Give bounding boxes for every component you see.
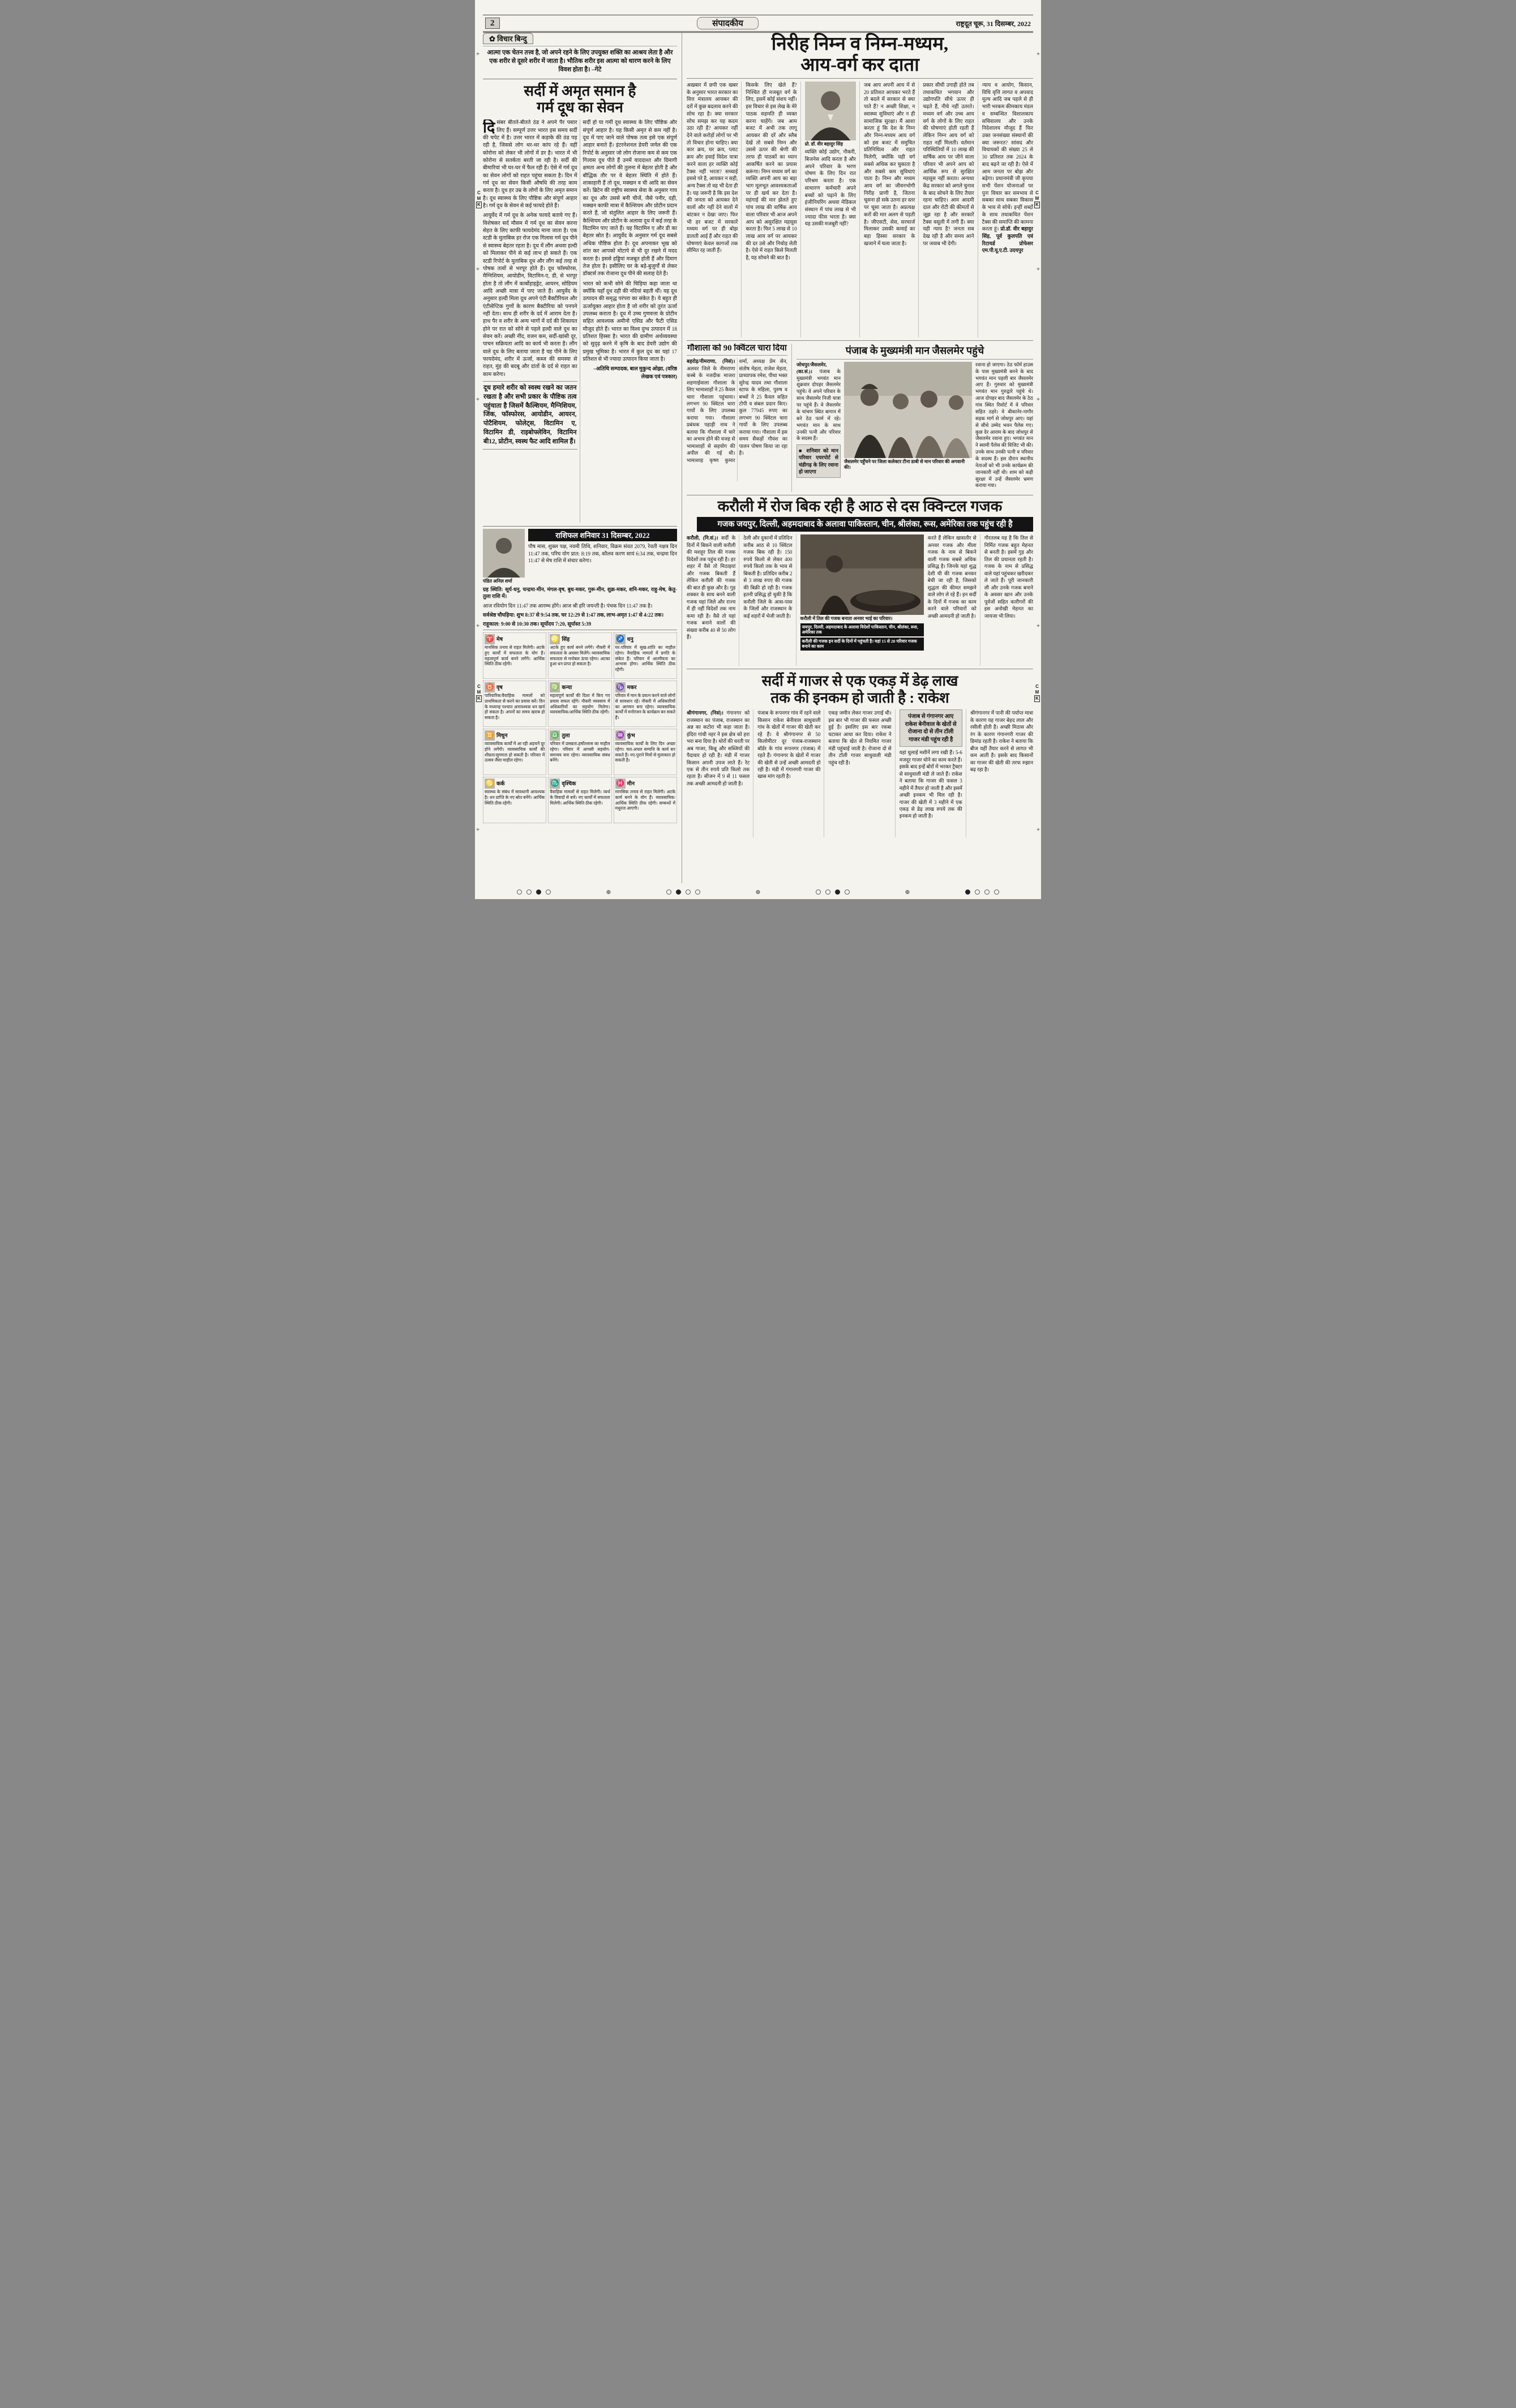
zodiac-cell-leo [548,632,611,679]
dot [984,889,990,895]
zodiac-cell-taurus [483,681,546,727]
dot [666,889,671,895]
newspaper-page [475,0,1041,899]
tax-column-5: प्रकार सीधी उगाही होते तब तथाकथित भगवान और उद्योगपति सीधे ऊपर ही चढ़ते हैं, नीचे नहीं उतरते। मध्यम वर्ग और उच्च आय वर्ग के लोगों के लिए राहत की घोषणाएं होती रहती हैं लेकिन निम्न आय वर्ग को राहत नहीं मिलती। वर्तमान परिस्थितियों में 10 लाख की वार्षिक आय पर जीने वाला परिवार भी अपने आप को आर्थिक रूप से सुरक्षित महसूस नहीं करता। अन्यथा केंद्र सरकार को अगले चुनाव के बाद सोचने के लिए तैयार रहना चाहिए। आम आदमी दाल और रोटी की कीमतों से जूझ रहा है और सरकारें टैक्स वसूली में लगी हैं। क्या यही न्याय है? जनता सब देख रही है और समय आने पर जवाब भी देगी। [923,82,978,337]
group-silhouette [844,362,972,458]
thought-title-tab [483,33,533,44]
dot [825,889,830,895]
page-header [483,15,1033,33]
zodiac-name: सिंह [562,637,570,643]
reg-k: K [476,695,482,702]
zodiac-text: परिवार में प्रसन्नता-हर्षोल्लास का माहौल रहेगा। परिवार में आपसी सहयोग-समन्वय बना रहेगा। व्यावसायिक संबंध बनेंगे। [550,741,610,763]
carrot-headline-line2: तक की इनकम हो जाती है : राकेश [770,690,949,707]
carrot-article [687,673,1033,837]
gaushala-article [687,344,792,492]
registration-mark-cmk-right [1034,190,1040,208]
dot [695,889,700,895]
milk-byline: –अतिथि सम्पादक, बाल मुकुन्द ओझा, (वरिष्ठ लेखक एवं पत्रकार) [593,366,677,380]
rule [687,78,1033,79]
tax-column-6 [982,82,1033,337]
leo-icon: ♌ [550,634,560,644]
gajak-strip-right: करौली की गजक इन सर्दी के दिनों में पहुंचती है। यहां 15 से 20 परिवार गजक बनाने का काम [800,638,924,651]
aquarius-icon: ♒ [615,730,626,741]
zodiac-cell-pisces [614,777,677,823]
paper-name-date: राष्ट्रदूत चूरू, 31 दिसम्बर, 2022 [956,19,1031,28]
registration-mark-cmk-left [476,190,482,208]
carrot-column-1 [687,709,753,837]
punjab-cm-group-photo [844,362,972,458]
zodiac-name: धनु [627,637,633,643]
gajak-headline: करौली में रोज बिक रही है आठ से दस क्विन्टल गजक [717,497,1003,515]
reg-k: K [476,202,482,208]
thought-of-day-box [483,33,677,79]
dot [536,889,541,895]
reg-m: M [477,196,481,201]
zodiac-name: वृश्चिक [562,781,576,788]
dot [526,889,532,895]
footer-dots-group [517,889,551,895]
footer-dots-group [965,889,999,895]
crop-mark: + [476,827,480,833]
zodiac-text: परिवार में मान के प्रयत्न करने वाले लोगों से सावधान रहें। नौकरी में अधिकारियों का आगमन बना रहेगा। व्यावसायिक कार्यों में मनोरंजन के कार्यक्रम बन सकते हैं। [615,692,675,721]
gajak-column-2: ठेली और दुकानों में प्रतिदिन करीब आठ से 10 क्विंटल गजक बिक रही है। 150 रुपये किलो से लेकर 400 रुपये किलो तक के भाव से बिकती है। प्रतिदिन करीब 2 से 3 लाख रुपए की गजक की बिक्री हो रही है। गजक इतनी प्रसिद्ध हो चुकी है कि करौली जिले के आस-पास के जिलों और राजस्थान के कई शहरों में भेजी जाती है। [743,534,796,666]
gajak-article [687,498,1033,666]
crop-mark: + [1036,396,1040,403]
author-portrait-caption: प्रो. डॉ. वीर बहादुर सिंह [804,141,843,147]
tax-headline-line1: निरीह निम्न व निम्न-मध्यम, [771,34,949,54]
zodiac-cell-aquarius [614,729,677,775]
zodiac-text: वैवाहिक मामलों से राहत मिलेगी। व्यर्थ के विवादों से बचें। नए कार्यों में सफलता मिलेगी। आर्थिक स्थिति ठीक रहेगी। [550,789,610,806]
dot [975,889,980,895]
gajak-column-1 [687,534,739,666]
rule [687,340,1033,341]
planet-positions: ग्रह स्थिति: सूर्य-धनु, चन्द्रमा-मीन, मंगल-वृष, बुध-मकर, गुरू-मीन, शुक्र-मकर, शनि-मकर, राहु-मेष, केतु-तुला राशि में। [483,586,677,600]
footer-dots-group [666,889,700,895]
crop-mark: + [476,266,480,272]
astrologer-name: पंडित अनिल शर्मा [483,579,512,584]
milk-paragraph [483,119,577,210]
zodiac-cell-virgo [548,681,611,727]
zodiac-text: व्यावसायिक कार्यों के लिए दिन अच्छा रहेगा। चल-अचल सम्पत्ति के कार्य बन सकते हैं। नए-पुराने मित्रों से मुलाकात हो सकती है। [615,741,675,763]
gajak-column-3: करते हैं लेकिन खासतौर से अनवर गजक और मीला गजक के नाम से बिकने वाली गजक सबसे अधिक प्रसिद्ध है। जिनके यहां शुद्ध देशी घी की गजक बनकर बेची जा रही है, जिसको शुद्धता की कीमत समझने वाले लोग ले रहे हैं। इन सर्दी के दिनों में गजक का काम करने वाले परिवारों को अच्छी आमदनी हो जाती है। [928,534,980,666]
punjab-cm-photo-caption: जैसलमेर पहुँचने पर जिला कलेक्टर टीना डाबी से मान परिवार की अगवानी की। [844,459,965,471]
tax-column-3-text: व्यक्ति कोई उद्योग, नौकरी, बिजनेस आदि करता है और अपने परिवार के भरण पोषण के लिए दिन रात परिश्रम करता है। एक साधारण कर्मचारी अपने बच्चों को पढ़ाने के लिए इंजीनियरिंग अथवा मेडिकल संस्थान में पांच लाख से भी ज्यादा फीस भरता है। क्या यह उसकी मजबूरी नहीं? [804,149,856,227]
registration-target: ⊕ [606,888,611,896]
dot [517,889,522,895]
reg-c: C [1035,190,1039,195]
tax-column-6-text: न्याय व आयोग, किसान, विधि वृत्ति लागत व अपवाद मूल्य आदि जब पहले से ही भारी भरकम कीमकाय मंडल व सम्बन्धित विशालकाय सचिवालय और उनके निदेशालय मौजूद हैं फिर उक्त जनसंख्या संस्थानों की क्या जरूरत? सांसद और विधायकों की संख्या 25 से 30 प्रतिशत तक 2024 के बाद बढ़ने जा रही है। ऐसे में आम जनता पर बोझ और बढ़ेगा। प्रधानमंत्री जी कृपया सभी पेंशन योजनाओं पर पुनः विचार कर समभाव से सबका साथ सबका विकास के भाव से सोचें। इन्हीं शब्दों के साथ तथाकथित पेंशन टैक्स की समाप्ति की कामना करता हूं। [982,82,1033,232]
virgo-icon: ♍ [550,682,560,692]
reg-m: M [1035,690,1039,695]
punjab-cm-left-text: पंजाब के मुख्यमंत्री भगवंत मान शुक्रवार दोपहर जैसलमेर पहुंचे। वे अपने परिवार के साथ जैसलमेर निजी यात्रा पर पहुंचे हैं। वे जैसलमेर के चांचण स्थित बागान में बने ठेठ फार्म में रहे। भगवंत मान के साथ उनकी पत्नी और परिवार के सदस्य हैं। [796,368,841,442]
dot [994,889,999,895]
taurus-icon: ♉ [485,682,495,692]
milk-body [483,119,677,523]
gajak-strip-left: जयपुर, दिल्ली, अहमदाबाद के अलावा विदेशों पाकिस्तान, चीन, श्रीलंका, रूस, अमेरिका तक [800,623,924,636]
scorpio-icon: ♏ [550,779,560,789]
panchang-text: पौष मास, शुक्ल पक्ष, नवमी तिथि, शनिवार, विक्रम संवत 2079, रेवती नक्षत्र दिन 11:47 तक, परिघ योग प्रात: 8:19 तक, कौलव करण सायं 6:34 तक, चन्द्रमा दिन 11:47 से मेष राशि में संचार करेगा। [528,544,677,564]
dot [686,889,691,895]
zodiac-cell-aries [483,632,546,679]
middle-row [687,344,1033,492]
zodiac-name: वृष [496,685,503,691]
registration-target: ⊕ [755,888,761,896]
thought-quote [483,46,677,74]
gajak-caption-strips [800,623,924,651]
gaushala-headline: गौशाला को 90 क्विंटल चारा दिया [687,344,787,356]
tax-headline [687,34,1033,76]
crop-mark: + [1036,51,1040,57]
gajak-making-photo [800,534,924,615]
punjab-cm-dateline: जोधपुर/जैसलमेर, (का.सं.)। [796,361,827,374]
gemini-icon: ♊ [485,730,495,741]
author-portrait-photo [805,82,856,140]
carrot-inset-box: पंजाब से गंगानगर आए राकेश बेनीवाल के खेतों से रोजाना दो से तीन टॉली गाजर मंडी पहुंच रही है [900,709,962,747]
registration-mark-cmk-right-2 [1034,684,1040,702]
registration-target: ⊕ [905,888,910,896]
punjab-cm-body [796,362,1033,491]
horoscope-section [483,526,677,823]
zodiac-text: व्यावसायिक कार्यों में आ रही अड़चनें दूर होने लगेंगी। व्यावसायिक कार्यों की शीघ्रता/सुगमता हो सकती है। परिवार में उत्सव जैसा माहौल रहेगा। [485,741,545,763]
carrot-headline-line1: सर्दी में गाजर से एक एकड़ में डेढ़ लाख [761,673,958,690]
zodiac-name: कर्क [496,781,505,788]
dot [835,889,840,895]
dot [546,889,551,895]
horoscope-title: राशिफल शनिवार 31 दिसम्बर, 2022 [528,529,677,541]
zodiac-text: अटके हुए कार्य बनने लगेंगे। नौकरी में सफलता के अवसर मिलेंगे। व्यावसायिक सफलता से मनोबल ऊंचा रहेगा। अटका हुआ धन प्राप्त हो सकता है। [550,644,610,667]
flower-icon: ✿ [489,35,495,43]
person-silhouette [805,82,856,140]
carrot-column-4-text: यहां धुलाई मशीनें लगा रखी हैं। 5-6 मजदूर गाजर धोने का काम करते हैं। इसके बाद इन्हें बोरों में भरकर ट्रैक्टर से साधुवाली मंडी ले जाते हैं। राकेश ने बताया कि गाजर की फसल 3 महीने में तैयार हो जाती है और इसमें अच्छी इनकम भी मिल रही है। गाजर की खेती में 3 महीने में एक एकड़ से डेढ़ लाख रुपये तक की इनकम हो जाती है। [899,750,962,819]
reg-m: M [477,690,481,695]
zodiac-name: कुंभ [627,733,635,739]
punjab-cm-right-column: रवाना हो जाएगा। ठेठ फॉर्म हाउस के पास मुख्यमंत्री बनने के बाद भगवंत मान पहली बार जैसलमेर आए हैं। गुरुवार को मुख्यमंत्री भगवंत मान गुरुद्वारे पहुंचे थे। आज दोपहर बाद जैसलमेर के ठेठ गांव स्थित रिसोर्ट में वे परिवार सहित ठहरे। वे बीकानेर-नागौर सड़क मार्ग से जोधपुर आए। यहां से सीधे उम्मेद भवन पैलेस गए। कुछ देर आराम के बाद जोधपुर से जैसलमेर रवाना हुए। भगवंत मान ने स्वामी पैलेस की विजिट भी की। उनके साथ उनकी पत्नी व परिवार के सदस्य हैं। इस दौरान स्थानीय नेताओं को भी उनके कार्यक्रम की जानकारी नहीं थी। शाम को कड़ी सुरक्षा में उन्हें जैसलमेर भ्रमण कराया गया। [975,361,1033,489]
tax-column-3 [805,82,860,337]
punjab-cm-photo-figure [844,362,972,491]
carrot-column-3: एकड़ जमीन लेकर गाजर उगाई थी। इस बार भी गाजर की फसल अच्छी हुई है। इसलिए इस बार रकबा घटाकर आधा कर दिया। राकेश ने बताया कि खेत से नियमित गाजर मंडी पहुंचाई जाती है। रोजाना दो से तीन टॉली गाजर साधुवाली मंडी पहुंच रही है। [828,709,895,837]
zodiac-text: पारिवारिक/वैवाहिक मामलों को प्राथमिकता से करने का प्रयास करें। दिन के मध्यान्ह पश्चात अनावश्यक धन खर्च हो सकता है। अपनों का समय खराब हो सकता है। [485,692,545,721]
person-silhouette [483,529,525,578]
left-column [483,33,682,883]
tax-column-4: जब आप अपनी आय में से 20 प्रतिशत आयकर भरते हैं तो बदले में सरकार से क्या पाते हैं? न अच्छी शिक्षा, न स्वास्थ्य सुविधाएं और न ही सामाजिक सुरक्षा। मैं आशा करता हूं कि देश के निम्न और निम्न-मध्यम आय वर्ग को इस बजट में समुचित प्रतिनिधित्व और राहत मिलेगी, क्योंकि यही वर्ग सबसे अधिक कर चुकाता है और सबसे कम सुविधाएं पाता है। निम्न और मध्यम आय वर्ग का जीवनभोगी निरीह प्राणी है, जितना चूसना हो सके उतना हर स्तर पर चूसा जाता है। अप्रत्यक्ष करों की मार अलग से पड़ती है। जीएसटी, सेस, सरचार्ज मिलाकर उसकी कमाई का बड़ा हिस्सा सरकार के खजाने में चला जाता है। [864,82,919,337]
crop-mark: + [476,396,480,403]
tax-body [687,82,1033,337]
reg-c: C [477,190,481,195]
zodiac-name: मीन [627,781,635,788]
carrot-column-2: पंजाब के रूपनगर गांव में रहने वाले किसान राकेश बेनीवाल साधुवाली गांव के खेतों में गाजर की खेती कर रहे हैं। वे श्रीगंगानगर से 50 किलोमीटर दूर पंजाब-राजस्थान बॉर्डर के गांव रूपनगर (पंजाब) में रहते हैं। गंगानगर के खेतों में गाजर की खेती से उन्हें अच्छी आमदनी हो रही है। मंडी में गंगानगरी गाजर की खास मांग रहती है। [757,709,824,837]
zodiac-text: मानसिक तनाव से राहत मिलेगी। अटके कार्य बनने के योग हैं। व्यावसायिक/आर्थिक स्थिति ठीक रहेगी। सम्बन्धों में मधुरता आएगी। [615,789,675,811]
milk-inset-quote: दूध हमारे शरीर को स्वस्थ रखने का जतन रखता है और सभी प्रकार के पौष्टिक तत्व पहुंचाता है जिसमें कैल्शियम, मैग्निशियम, जिंक, फॉस्फोरस, आयोडीन, आयरन, पोटैशियम, फोलेट्स, विटामिन ए, विटामिन डी, राइबोफ्लेविन, विटामिन बी12, प्रोटीन, स्वस्थ फैट आदि शामिल हैं। [483,381,577,450]
tax-column-1: अखबार में छपी एक खबर के अनुसार भारत सरकार का वित्त मंत्रालय आयकर की दरों में कुछ बदलाव करने की सोच रहा है। क्या सरकार सोच समझ कर यह कदम उठा रही है? आयकर नहीं देने वाले करोड़ों लोगों पर भी तो विचार होना चाहिए। क्या कार क्रय, घर क्रय, प्लाट क्रय और हवाई विदेश यात्रा करने वाला हर व्यक्ति कोई टैक्स नहीं भरता? सच्चाई इससे परे है, आयकर न सही, अन्य टैक्स तो वह भी देता ही है। यह जरूरी है कि इस देश की जनता को आयकर देने वालों और नहीं देने वालों में बांटकर न देखा जाए। फिर भी हर बजट में सरकारें मध्यम वर्ग पर ही बोझ डालती आई हैं और राहत की घोषणाएं केवल कागजों तक सीमित रह जाती हैं। [687,82,742,337]
carrot-dateline: श्रीगंगानगर, (निसं)। [687,710,723,716]
zodiac-cell-cancer [483,777,546,823]
gajak-column-4: गौरतलब यह है कि तिल से निर्मित गजक बहुत मेहनत से बनती है। इसमें गुड़ और तिल की प्रधानता रहती है। गजक के नाम से प्रसिद्ध वाले यहां पहुंचकर खरीदकर ले जाते हैं। पूरी जानकारी ली और उनके गजक बनाने के अवसर खान और उनके पूर्वजों सहित कारीगरों की इस अनोखी मेहनत का जायजा भी लिया। [984,535,1033,619]
reg-c: C [477,684,481,689]
today-yoga: आज रवियोग दिन 11:47 तक आरम्भ होंगे। आज श्री हरि जयन्ती है। पंचक दिन 11:47 तक है। [483,602,653,609]
aries-icon: ♈ [485,634,495,644]
chaughadiya: सर्वश्रेष्ठ चौघड़िया: शुभ 8:37 से 9:54 तक, चर 12:29 से 1:47 तक, लाभ-अमृत 1:47 से 4:22 तक। [483,611,664,618]
gaushala-body [687,358,787,481]
footer-dots-group [816,889,850,895]
zodiac-name: मेष [496,637,503,643]
carrot-column-5: श्रीगंगानगर में पानी की पर्याप्त मात्रा के कारण यह गाजर बेहद लाल और रसीली होती है। अच्छी मिठास और रंग के कारण गंगानगरी गाजर की डिमांड रहती है। राकेश ने बताया कि बीज यहीं तैयार करने से लागत भी कम आती है। इसके बाद किसानों का गाजर की खेती की तरफ रुझान बढ़ रहा है। [970,710,1033,772]
horoscope-intro [528,529,677,585]
carrot-body [687,709,1033,837]
punjab-cm-inset-box: ■ शनिवार को मान परिवार एयरपोर्ट से चंडीगढ़ के लिए रवाना हो जाएगा [796,444,841,478]
thought-title: विचार बिन्दु [497,35,527,43]
crop-mark: + [1036,827,1040,833]
tax-signoff: प्रो.डॉ. वीर बहादुर सिंह, पूर्व कुलपति एवं रिटायर्ड प्रोफेसर एम.पी.यू.ए.टी. उदयपुर [982,226,1033,254]
milk-headline [483,83,677,117]
dot [816,889,821,895]
print-color-bar [483,888,1033,896]
zodiac-text: घर-परिवार में सुख-शांति का माहौल रहेगा। वैवाहिक मामलों में प्रगति के संकेत हैं। परिवार में आत्मीयता का आभास होगा। आर्थिक स्थिति ठीक रहेगी। [615,644,675,673]
reg-k: K [1034,695,1040,702]
drop-cap: दि [483,119,495,136]
zodiac-cell-scorpio [548,777,611,823]
gajak-photo-caption: करौली में तिल की गजक बनाता अनवर भाई का परिवार। [800,616,893,622]
tax-editorial-article [687,34,1033,337]
zodiac-cell-capricorn [614,681,677,727]
dot [845,889,850,895]
crop-mark: + [1036,623,1040,629]
zodiac-cell-libra [548,729,611,775]
registration-mark-cmk-left-2 [476,684,482,702]
crop-mark: + [476,51,480,57]
gajak-dateline: करौली, (नि.सं.)। [687,535,718,541]
gajak-scene-silhouette [800,534,924,615]
page-number: 2 [485,18,500,29]
carrot-headline [687,673,1033,707]
carrot-column-1-text: गंगानगर को राजस्थान का पंजाब, राजस्थान का अन्न का कटोरा भी कहा जाता है। इंदिरा गांधी नहर ने इस क्षेत्र को हरा भरा बना दिया है। धोरों की धरती पर अब गाजर, किन्नू और सब्जियों की पैदावार हो रही है। मंडी में गाजर किसान अपनी उपज लाते हैं। रेट एक से तीन रुपये प्रति किलो तक रहता है। सीजन में 9 से 11 फसल तक अच्छी आमदनी हो जाती है। [687,710,750,786]
zodiac-name: कन्या [562,685,572,691]
milk-para1-text: संबर बीतते-बीतते ठंड ने अपने पैर पसार लिए हैं। सम्पूर्ण उत्तर भारत इस समय सर्दी की चपेट में है। उत्तर भारत में कड़ाके की ठंड पड़ रही है, जिससे लोग थर-थर कांप रहे हैं। वहीं कोरोना को लेकर भी लोगों में डर है। भारत में भी कोरोना से सतर्कता बरती जा रही है। सर्दी की बीमारियां भी घर-घर में फैल रही हैं। ऐसे में गर्म दूध का सेवन लोगों को राहत पहुंचा सकता है। दिन में गर्म दूध का सेवन किसी औषधि की तरह काम करता है। दूध हर उम्र के लोगों के लिए अमृत समान है। दूध स्वास्थ्य के लिए पौष्टिक और संपूर्ण आहार है। गर्म दूध के सेवन से कई फायदे होते हैं। [483,120,577,209]
punjab-cm-headline: पंजाब के मुख्यमंत्री मान जैसलमेर पहुंचे [796,344,1033,360]
reg-m: M [1035,196,1039,201]
reg-c: C [1035,684,1039,689]
author-portrait-figure [805,82,856,148]
punjab-cm-paragraph [796,362,841,442]
cancer-icon: ♋ [485,779,495,789]
milk-paragraph: सर्दी हो या गर्मी दूध स्वास्थ्य के लिए पौष्टिक और संपूर्ण आहार है। यह किसी अमृत से कम नहीं है। दूध में पाए जाने वाले पोषक तत्व इसे एक संपूर्ण आहार बनाते हैं। इंटरनेशनल डेयरी जर्नल की एक रिपोर्ट के अनुसार जो लोग रोजाना कम से कम एक गिलास दूध पीते हैं उनमें याददाश्त और दिमागी क्षमता अन्य लोगों की तुलना में बेहतर होती है और बौद्धिक तौर पर वे बेहतर स्थिति में होते हैं। शाकाहारी हैं तो दूध, मक्खन व घी आदि का सेवन करें। ब्रिटेन की राष्ट्रीय स्वास्थ्य सेवा के अनुसार गाय का दूध और उससे बनी चीजें, जैसे पनीर, दही, मक्खन काफी मात्रा में कैल्शियम और प्रोटीन प्रदान करते हैं, जो संतुलित आहार के लिए जरूरी हैं। कैल्शियम और प्रोटीन के अलावा दूध में कई तरह के विटामिन पाए जाते हैं। यह विटामिन ए और डी का बेहतर स्रोत है। आयुर्वेद के अनुसार गर्म दूध सबसे अधिक पौष्टिक होता है। दूध अपनाकर भूख को शांत कर आपको मोटापे से भी दूर रखने में मदद करता है। इससे हड्डियां मजबूत होती हैं और दिमाग तेज होता है। इसीलिए घर के बड़े-बुजुर्गों से लेकर डॉक्टर्स तक रोजाना दूध पीने की सलाह देते हैं। [583,120,677,277]
tax-column-2: किसके लिए खेले हैं? निश्चित ही मजबूत वर्ग के लिए, इसमें कोई संशय नहीं। इस विचार से इस लेख के मेरे पाठक सहमति ही व्यक्त करना चाहेंगे। जब आम बजट में अभी तक लागू आयकर की दरें और स्लैब देखें तो सबसे निम्न और उससे ऊपर की श्रेणी की तरफ ही पाठकों का ध्यान आकर्षित करने का प्रयास करूंगा। निम्न मध्यम वर्ग का व्यक्ति अपनी आय का बड़ा भाग मूलभूत आवश्यकताओं पर ही खर्च कर देता है। महंगाई की मार झेलते हुए पांच लाख की वार्षिक आय वाला परिवार भी आज अपने आप को असुरक्षित महसूस करता है। फिर 5 लाख से 10 लाख आय वर्ग पर आयकर की दर उसे और निचोड़ लेती है। ऐसे में राहत किसे मिलती है, यह सोचने की बात है। [746,82,800,337]
zodiac-cell-sagittarius [614,632,677,679]
milk-headline-line1: सर्दी में अमृत समान है [524,82,636,99]
punjab-cm-article [796,344,1033,492]
gaushala-dateline: बहरोड़/नीमराणा, (निसं)। [687,358,735,365]
gajak-photo-figure [800,534,924,666]
sagittarius-icon: ♐ [615,634,626,644]
main-column [687,33,1033,883]
gajak-body [687,534,1033,666]
thought-quote-text: आत्मा एक चेतन तत्त्व है, जो अपने रहने के लिए उपयुक्त शक्ति का आश्रय लेता है और एक शरीर से दूसरे शरीर में जाता है। भौतिक शरीर इस आत्मा को धारण करने के लिए विवश होता है। [487,49,673,73]
page-content [483,33,1033,883]
zodiac-name: मिथुन [496,733,508,739]
libra-icon: ♎ [550,730,560,741]
zodiac-grid [483,632,677,823]
crop-mark: + [476,623,480,629]
tax-headline-line2: आय-वर्ग कर दाता [800,54,919,75]
dot [965,889,970,895]
zodiac-text: मानसिक तनाव से राहत मिलेगी। अटके हुए कार्यों में सफलता के योग हैं। महत्वपूर्ण कार्य बनने लगेंगे। आर्थिक स्थिति ठीक रहेगी। [485,644,545,667]
carrot-column-4 [900,709,966,837]
milk-paragraph: आयुर्वेद में गर्म दूध के अनेक फायदे बताये गए हैं। विशेषकर सर्द मौसम में गर्म दूध का सेवन करना सेहत के लिए काफी फायदेमंद माना जाता है। एक स्टडी के मुताबिक हर रोज एक गिलास गर्म दूध पीने से स्वास्थ्य बेहतर रहता है। दूध में लौंग अथवा हल्दी को मिलाकर पीने से कई लाभ हो सकते हैं। एक स्टडी रिपोर्ट के मुताबिक दूध और लौंग कई तरह से पोषक तत्वों से भरपूर होते हैं। दूध फॉस्फोरस, मैग्निशियम, आयोडीन, विटामिन-ए, डी, से भरपूर होता है तो लौंग में कार्बोहाइड्रेट, आयरन, सोडियम आदि अच्छी मात्रा में पाए जाते हैं। आयुर्वेद के अनुसार हल्दी मिला दूध अपने एंटी बैक्टीरियल और एंटीसेप्टिक गुणों के कारण बैक्टीरिया को पनपने नहीं देता। साथ ही शरीर के दर्द में आराम देता है। हाथ पैर व शरीर के अन्य भागों में दर्द की शिकायत होने पर रात को सोने से पहले हल्दी वाले दूध का सेवन करें। अच्छी नींद, वजन कम, सर्दी-खांसी दूर, पाचन सक्रियता आदि का कार्य भी करता है। लौंग वाले दूध के लिए बताया जाता है यह पीने के लिए फायदेमंद, शरीर में ऊर्जा, कब्ज की समस्या से राहत, मुंह की बदबू और दांतों के दर्द से राहत का काम करेगा। [483,213,577,378]
capricorn-icon: ♑ [615,682,626,692]
reg-k: K [1034,202,1040,208]
rahukal-sunrise: राहूकाल: 9:00 से 10:30 तक। सूर्योदय 7:20, सूर्यास्त 5:39 [483,621,677,630]
gajak-column-1-text: सर्दी के दिनों में बिकने वाली करौली की मशहूर तिल की गजक विदेशों तक पहुंच रही है। हर शहर में वैसे तो मिठाइयां और गजक बिकती हैं लेकिन करौली की गजक की बात ही कुछ और है। गुड़ शक्कर के साथ बनने वाली गजक यहां जिले और राज्य में ही नहीं विदेशों तक नाम कमा रही है। वैसे तो यहां गजक बनाने वालों की संख्या करीब 40 से 50 लोग हैं। [687,535,736,640]
gaushala-body-text: अलवर जिले के नीमराणा कस्बे के नजदीक माजरा शहणाईवाला गौशाला के लिए भामाशाहों ने 25 कैवल चारा गौशाला पहुंचाया। लगभग 90 क्विंटल चारा गायों के लिए उपलब्ध कराया गया। गौशाला प्रबंधक पहाड़ी नाथ ने बताया कि गौशाला में चारे का अभाव होने की वजह से भामाशाहों से सहयोग की अपील की गई थी। भामाशाह कृष्ण कुमार शर्मा, अध्यक्ष प्रेम सेन, संतोष मेहता, राजेश मेहता, प्राध्यापक रमेश, पीथा भक्त सुरेन्द्र यादव तथा गौशाला स्टाफ के महिला, पुरुष व बच्चों ने 25 कैवल सहित टोपी व संबल प्रदान किए। कुल 77945 रुपए का लगभग 90 क्विंटल चारा गायों के लिए उपलब्ध कराया गया। गौशाला में इस समय सैकड़ों गौवंश का पालन पोषण किया जा रहा है। [687,358,787,463]
zodiac-cell-gemini [483,729,546,775]
astrologer-photo [483,529,525,578]
zodiac-name: तुला [562,733,570,739]
horoscope-top [483,529,677,585]
thought-attribution: –गेटे [592,66,602,73]
crop-mark: + [1036,266,1040,272]
milk-paragraph: भारत को कभी सोने की चिड़िया कहा जाता था क्योंकि यहाँ दूध दही की नदियां बहती थीं। यह दूध उत्पादन की समृद्ध परंपरा का संकेत है। ये बहुत ही ऊर्जायुक्त आहार होता है जो शरीर को तुरंत ऊर्जा उपलब्ध कराता है। दूध में उच्च गुणवत्ता के प्रोटीन सहित आवश्यक अमीनो एसिड और फैटी एसिड मौजूद होते हैं। भारत का विश्व दुग्ध उत्पादन में 18 प्रतिशत हिस्सा है। भारत की ग्रामीण अर्थव्यवस्था को सुदृढ़ करने में कृषि के बाद डेयरी उद्योग की प्रमुख भूमिका है। भारत में कुल दूध का यहां 17 प्रतिशत से भी ज्यादा उत्पादन किया जाता है। [583,281,677,362]
milk-article [483,83,677,523]
zodiac-name: मकर [627,685,637,691]
pisces-icon: ♓ [615,779,626,789]
zodiac-text: महत्वपूर्ण कार्यों की दिशा में किए गए प्रयास सफल रहेंगे। नौकरी व्यवसाय में अधिकारियों का सहयोग मिलेगा। व्यावसायिक/आर्थिक स्थिति ठीक रहेगी। [550,692,610,715]
milk-headline-line2: गर्म दूध का सेवन [537,99,623,116]
astrologer-figure [483,529,525,585]
dot [676,889,681,895]
punjab-cm-left-column [796,362,841,491]
gajak-subheadline: गजक जयपुर, दिल्ली, अहमदाबाद के अलावा पाकिस्तान, चीन, श्रीलंका, रूस, अमेरिका तक पहुंच रही है [697,517,1033,532]
section-title: संपादकीय [697,17,759,29]
zodiac-text: स्वास्थ्य के संबंध में सावधानी आवश्यक है। धन प्राप्ति के नए स्रोत बनेंगे। आर्थिक स्थिति ठीक रहेगी। [485,789,545,806]
